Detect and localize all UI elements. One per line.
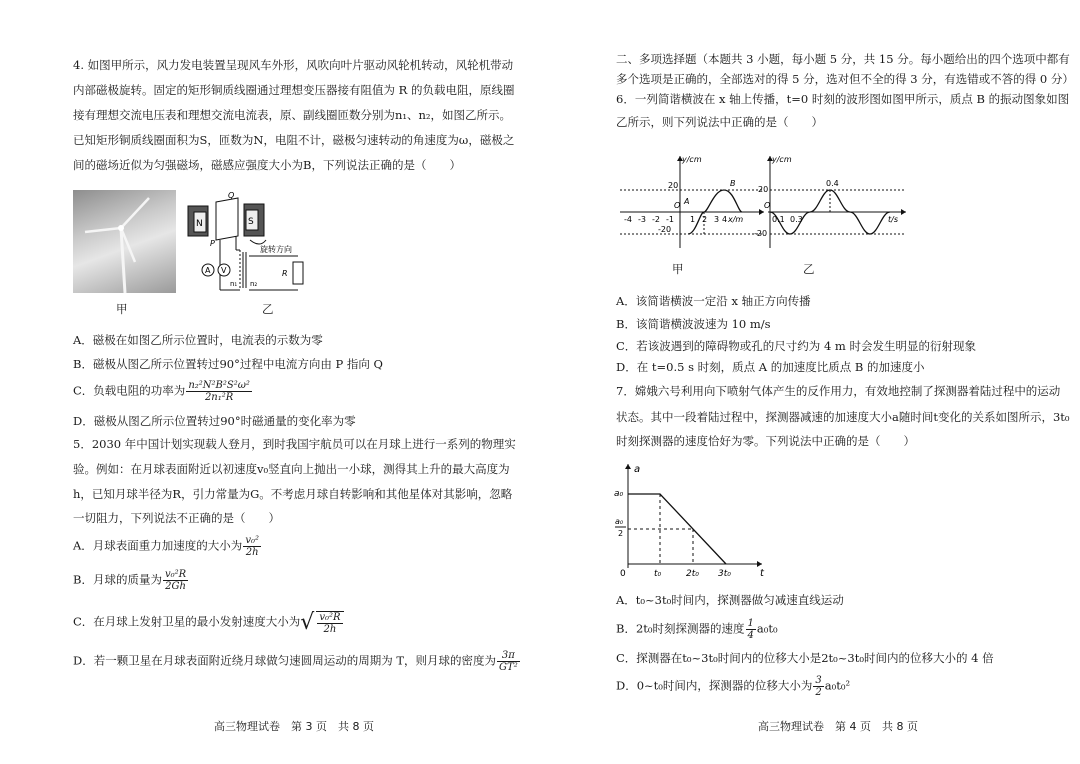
q4-line-4: 已知矩形铜质线圈面积为S，匝数为N，电阻不计，磁极匀速转动的角速度为ω，磁极之 (73, 133, 515, 147)
jia-tick-2: 2 (702, 215, 708, 224)
q6-option-A: A．该简谐横波一定沿 x 轴正方向传播 (616, 294, 811, 308)
n1-label: n₁ (230, 280, 238, 288)
ammeter-label: A (205, 266, 211, 275)
q4-option-A: A．磁极在如图乙所示位置时，电流表的示数为零 (73, 333, 323, 347)
q7-option-A: A．t₀~3t₀时间内，探测器做匀减速直线运动 (616, 593, 844, 607)
q5-line-2: 验。例如：在月球表面附近以初速度v₀竖直向上抛出一小球，测得其上升的最大高度为 (73, 462, 510, 476)
q4-option-B: B．磁极从图乙所示位置转过90°过程中电流方向由 P 指向 Q (73, 357, 383, 371)
jia-tick-m1: -1 (666, 215, 674, 224)
rotation-label: 旋转方向 (260, 245, 292, 254)
q7-option-C: C．探测器在t₀~3t₀时间内的位移大小是2t₀~3t₀时间内的位移大小的 4 倍 (616, 651, 994, 665)
q7-option-B: B．2t₀时刻探测器的速度 $\frac{1}{4}$ a₀t₀ (616, 618, 778, 641)
yi-tick-0.3: 0.3 (790, 215, 803, 224)
q6-option-D: D．在 t=0.5 s 时刻，质点 A 的加速度比质点 B 的加速度小 (616, 360, 925, 374)
vibration-graph-yi (754, 152, 910, 252)
jia-tick-m3: -3 (638, 215, 646, 224)
turbine-icon (73, 190, 176, 293)
section-line-2: 多个选项是正确的，全部选对的得 5 分，选对但不全的得 3 分，有选错或不答的得 0 分） (616, 72, 1074, 86)
q5-option-D: D．若一颗卫星在月球表面附近绕月球做匀速圆周运动的周期为 T，则月球的密度为 $\frac{3\pi}{\text{GT²}}$ (73, 650, 518, 673)
pole-N-label: N (196, 219, 203, 229)
fig-yi-caption: 乙 (262, 302, 274, 316)
voltmeter-label: V (221, 266, 227, 275)
graph-origin: 0 (620, 569, 626, 579)
wind-turbine-photo (73, 190, 176, 293)
q4-option-C: C．负载电阻的功率为 $\frac{\text{n₂²N²B²S²ω²}}{\text{2n₁²R}}$ (73, 380, 250, 403)
graph-a0-half-den: 2 (618, 529, 624, 538)
acceleration-time-graph (612, 458, 782, 583)
yi-ylabel: y/cm (772, 155, 792, 164)
right-footer: 高三物理试卷 第 4 页 共 8 页 (758, 720, 918, 733)
q5-line-1: 5．2030 年中国计划实现载人登月，到时我国宇航员可以在月球上进行一系列的物理实 (73, 437, 516, 451)
pole-S-label: S (248, 217, 254, 227)
wave-graph-jia (618, 152, 771, 252)
q4-line-1: 4. 如图甲所示，风力发电装置呈现风车外形，风吹向叶片驱动风轮机转动，风轮机带动 (73, 58, 514, 72)
q5-option-C: C．在月球上发射卫星的最小发射速度大小为√ $\frac{\text{v₀²R}}{2h}$ (73, 610, 344, 635)
yi-y20: 20 (758, 185, 769, 194)
yi-xlabel: t/s (888, 215, 898, 224)
yi-tick-0.4: 0.4 (826, 179, 839, 188)
graph-xlabel: t (760, 568, 764, 579)
q6-option-B: B．该简谐横波波速为 10 m/s (616, 317, 771, 331)
jia-tick-m2: -2 (652, 215, 660, 224)
q5-option-B: B．月球的质量为 $\frac{\text{v₀²R}}{2Gh}$ (73, 569, 187, 592)
q4-line-3: 接有理想交流电压表和理想交流电流表，原、副线圈匝数分别为n₁、n₂，如图乙所示。 (73, 108, 512, 122)
jia-ym20: -20 (658, 225, 672, 234)
q5-line-3: h，已知月球半径为R，引力常量为G。不考虑月球自转影响和其他星体对其影响，忽略 (73, 487, 513, 501)
q4-option-D: D．磁极从图乙所示位置转过90°时磁通量的变化率为零 (73, 414, 356, 428)
q6-line-1: 6．一列简谐横波在 x 轴上传播，t=0 时刻的波形图如图甲所示，质点 B 的振动图象如图 (616, 92, 1070, 106)
fig-yi-wave-caption: 乙 (803, 262, 815, 276)
jia-point-A: A (684, 197, 690, 206)
fig-jia-caption: 甲 (116, 302, 128, 316)
point-Q-label: Q (228, 191, 235, 200)
jia-xlabel: x/m (728, 215, 744, 224)
right-page (540, 0, 1080, 764)
graph-a0-half-num: a₀ (615, 517, 624, 526)
fig-jia-wave-caption: 甲 (672, 262, 684, 276)
left-footer: 高三物理试卷 第 3 页 共 8 页 (214, 720, 374, 733)
yi-ym20: -20 (754, 229, 768, 238)
q6-line-2: 乙所示，则下列说法中正确的是（ ） (616, 115, 823, 129)
q4-line-2: 内部磁极旋转。固定的矩形铜质线圈通过理想变压器接有阻值为 R 的负载电阻，原线圈 (73, 83, 515, 97)
jia-point-B: B (730, 179, 736, 188)
graph-3t0: 3t₀ (718, 569, 731, 579)
q7-line-2: 状态。其中一段着陆过程中，探测器减速的加速度大小a随时间t变化的关系如图所示，3t₀ (616, 410, 1070, 424)
n2-label: n₂ (250, 280, 258, 288)
jia-tick-1: 1 (690, 215, 696, 224)
q6-option-C: C．若该波遇到的障碍物或孔的尺寸约为 4 m 时会发生明显的衍射现象 (616, 339, 976, 353)
q7-line-1: 7．嫦娥六号利用向下喷射气体产生的反作用力，有效地控制了探测器着陆过程中的运动 (616, 384, 1061, 398)
graph-a0: a₀ (614, 489, 624, 499)
point-P-label: P (210, 239, 215, 248)
q4-line-5: 间的磁场近似为匀强磁场，磁感应强度大小为B，下列说法正确的是（ ） (73, 158, 461, 172)
jia-tick-m4: -4 (624, 215, 632, 224)
section-line-1: 二、多项选择题（本题共 3 小题，每小题 5 分，共 15 分。每小题给出的四个选项中都有 (616, 52, 1070, 66)
graph-2t0: 2t₀ (686, 569, 699, 579)
generator-diagram (180, 190, 310, 300)
graph-ylabel: a (634, 464, 641, 475)
q5-option-A: A．月球表面重力加速度的大小为 $\frac{\text{v₀²}}{2h}$ (73, 535, 259, 558)
q7-option-D: D．0~t₀时间内，探测器的位移大小为 $\frac{3}{2}$ a₀t₀² (616, 675, 851, 698)
yi-origin: O (764, 201, 771, 210)
q5-line-4: 一切阻力，下列说法不正确的是（ ） (73, 511, 280, 525)
jia-tick-3: 3 (714, 215, 720, 224)
jia-ylabel: y/cm (682, 155, 702, 164)
jia-origin: O (674, 201, 681, 210)
jia-y20: 20 (668, 181, 679, 190)
graph-t0: t₀ (654, 569, 662, 579)
resistor-R-label: R (282, 269, 288, 278)
q7-line-3: 时刻探测器的速度恰好为零。下列说法中正确的是（ ） (616, 434, 915, 448)
jia-tick-4: 4 (722, 215, 728, 224)
yi-tick-0.1: 0.1 (772, 215, 785, 224)
